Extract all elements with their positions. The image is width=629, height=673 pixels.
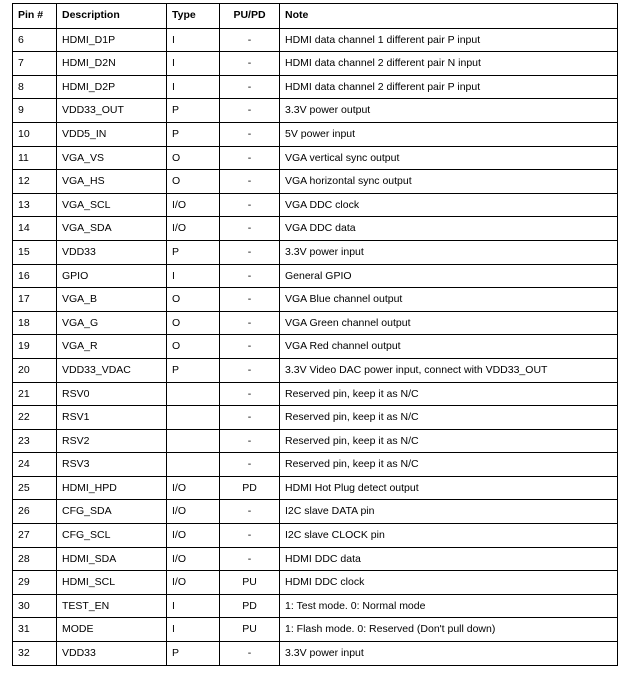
cell-description: HDMI_SCL (57, 571, 167, 595)
cell-pupd: PU (220, 571, 280, 595)
cell-pin: 31 (13, 618, 57, 642)
table-row (13, 547, 618, 571)
header-pin: Pin # (13, 4, 57, 29)
cell-note: Reserved pin, keep it as N/C (280, 429, 618, 453)
cell-pin: 16 (13, 264, 57, 288)
cell-type: I (167, 75, 220, 99)
table-row (13, 618, 618, 642)
table-row (13, 99, 618, 123)
table-row (13, 217, 618, 241)
table-row (13, 453, 618, 477)
cell-pupd: - (220, 524, 280, 548)
cell-note: HDMI data channel 1 different pair P input (280, 28, 618, 52)
cell-note: VGA vertical sync output (280, 146, 618, 170)
cell-type: I (167, 52, 220, 76)
cell-description: VGA_SCL (57, 193, 167, 217)
table-row (13, 594, 618, 618)
cell-type: O (167, 170, 220, 194)
cell-note: VGA DDC clock (280, 193, 618, 217)
cell-pin: 22 (13, 406, 57, 430)
cell-type (167, 406, 220, 430)
cell-description: VGA_HS (57, 170, 167, 194)
cell-type: P (167, 642, 220, 666)
cell-type: I (167, 594, 220, 618)
cell-pupd: - (220, 429, 280, 453)
cell-note: 3.3V power output (280, 99, 618, 123)
cell-note: VGA Green channel output (280, 311, 618, 335)
cell-note: Reserved pin, keep it as N/C (280, 453, 618, 477)
table-row (13, 75, 618, 99)
cell-pupd: PD (220, 594, 280, 618)
cell-type: I/O (167, 217, 220, 241)
cell-description: HDMI_D2N (57, 52, 167, 76)
cell-note: General GPIO (280, 264, 618, 288)
cell-note: VGA Blue channel output (280, 288, 618, 312)
cell-pin: 14 (13, 217, 57, 241)
cell-type: I/O (167, 547, 220, 571)
cell-pupd: - (220, 146, 280, 170)
cell-note: 3.3V power input (280, 240, 618, 264)
cell-description: VGA_B (57, 288, 167, 312)
cell-pin: 15 (13, 240, 57, 264)
table-row (13, 358, 618, 382)
cell-note: 3.3V power input (280, 642, 618, 666)
header-note: Note (280, 4, 618, 29)
header-row (13, 4, 618, 29)
cell-note: HDMI DDC clock (280, 571, 618, 595)
cell-type: I/O (167, 571, 220, 595)
table-row (13, 122, 618, 146)
table-row (13, 382, 618, 406)
cell-pupd: - (220, 500, 280, 524)
cell-note: Reserved pin, keep it as N/C (280, 382, 618, 406)
cell-pin: 28 (13, 547, 57, 571)
cell-pupd: - (220, 122, 280, 146)
cell-note: 5V power input (280, 122, 618, 146)
pin-table (12, 3, 618, 666)
cell-description: VDD33_OUT (57, 99, 167, 123)
cell-pupd: PU (220, 618, 280, 642)
cell-note: HDMI data channel 2 different pair N input (280, 52, 618, 76)
cell-pin: 12 (13, 170, 57, 194)
cell-pin: 32 (13, 642, 57, 666)
cell-type: I/O (167, 500, 220, 524)
table-row (13, 193, 618, 217)
header-type: Type (167, 4, 220, 29)
cell-type (167, 429, 220, 453)
cell-pin: 18 (13, 311, 57, 335)
cell-pin: 25 (13, 476, 57, 500)
cell-pin: 26 (13, 500, 57, 524)
cell-description: VGA_VS (57, 146, 167, 170)
cell-description: HDMI_D1P (57, 28, 167, 52)
cell-description: VGA_R (57, 335, 167, 359)
cell-note: Reserved pin, keep it as N/C (280, 406, 618, 430)
table-row (13, 264, 618, 288)
cell-pin: 19 (13, 335, 57, 359)
cell-pin: 21 (13, 382, 57, 406)
cell-pupd: - (220, 358, 280, 382)
cell-note: VGA Red channel output (280, 335, 618, 359)
cell-pin: 29 (13, 571, 57, 595)
cell-description: VDD33_VDAC (57, 358, 167, 382)
header-pupd: PU/PD (220, 4, 280, 29)
cell-description: HDMI_SDA (57, 547, 167, 571)
cell-note: HDMI DDC data (280, 547, 618, 571)
cell-pupd: - (220, 288, 280, 312)
cell-type: O (167, 288, 220, 312)
cell-type: I/O (167, 193, 220, 217)
table-row (13, 429, 618, 453)
table-row (13, 28, 618, 52)
cell-type (167, 453, 220, 477)
cell-pin: 17 (13, 288, 57, 312)
cell-type: O (167, 335, 220, 359)
cell-description: RSV1 (57, 406, 167, 430)
cell-pupd: - (220, 453, 280, 477)
cell-description: RSV2 (57, 429, 167, 453)
cell-pupd: - (220, 335, 280, 359)
cell-pin: 10 (13, 122, 57, 146)
cell-type: P (167, 240, 220, 264)
table-row (13, 500, 618, 524)
cell-pupd: - (220, 547, 280, 571)
cell-note: I2C slave CLOCK pin (280, 524, 618, 548)
table-row (13, 288, 618, 312)
cell-pin: 27 (13, 524, 57, 548)
cell-type: I (167, 618, 220, 642)
cell-pin: 30 (13, 594, 57, 618)
cell-description: VGA_SDA (57, 217, 167, 241)
cell-type: P (167, 99, 220, 123)
cell-pupd: - (220, 170, 280, 194)
cell-type: I/O (167, 524, 220, 548)
table-row (13, 52, 618, 76)
cell-description: RSV0 (57, 382, 167, 406)
cell-description: RSV3 (57, 453, 167, 477)
cell-description: GPIO (57, 264, 167, 288)
table-row (13, 406, 618, 430)
cell-type: I/O (167, 476, 220, 500)
cell-pin: 23 (13, 429, 57, 453)
cell-pin: 13 (13, 193, 57, 217)
cell-note: HDMI data channel 2 different pair P input (280, 75, 618, 99)
cell-description: CFG_SDA (57, 500, 167, 524)
cell-description: TEST_EN (57, 594, 167, 618)
cell-note: 3.3V Video DAC power input, connect with VDD33_OUT (280, 358, 618, 382)
cell-pupd: - (220, 99, 280, 123)
cell-description: CFG_SCL (57, 524, 167, 548)
cell-note: I2C slave DATA pin (280, 500, 618, 524)
cell-description: HDMI_HPD (57, 476, 167, 500)
table-row (13, 476, 618, 500)
cell-type (167, 382, 220, 406)
table-row (13, 571, 618, 595)
table-row (13, 642, 618, 666)
cell-pupd: - (220, 52, 280, 76)
cell-description: VDD33 (57, 240, 167, 264)
cell-note: 1: Flash mode. 0: Reserved (Don't pull down) (280, 618, 618, 642)
cell-type: O (167, 146, 220, 170)
cell-type: P (167, 358, 220, 382)
cell-description: MODE (57, 618, 167, 642)
table-row (13, 146, 618, 170)
cell-description: VGA_G (57, 311, 167, 335)
cell-pupd: - (220, 642, 280, 666)
cell-type: P (167, 122, 220, 146)
cell-pin: 9 (13, 99, 57, 123)
cell-pin: 6 (13, 28, 57, 52)
cell-pin: 8 (13, 75, 57, 99)
cell-pupd: - (220, 382, 280, 406)
table-row (13, 335, 618, 359)
cell-type: I (167, 264, 220, 288)
cell-description: VDD5_IN (57, 122, 167, 146)
cell-pin: 20 (13, 358, 57, 382)
cell-description: VDD33 (57, 642, 167, 666)
table-row (13, 524, 618, 548)
cell-type: O (167, 311, 220, 335)
table-row (13, 240, 618, 264)
header-description: Description (57, 4, 167, 29)
cell-pupd: - (220, 264, 280, 288)
cell-note: VGA DDC data (280, 217, 618, 241)
cell-pupd: - (220, 240, 280, 264)
cell-pin: 24 (13, 453, 57, 477)
table-row (13, 311, 618, 335)
cell-pupd: - (220, 311, 280, 335)
cell-note: 1: Test mode. 0: Normal mode (280, 594, 618, 618)
cell-pin: 7 (13, 52, 57, 76)
cell-type: I (167, 28, 220, 52)
cell-pupd: - (220, 193, 280, 217)
cell-pupd: - (220, 217, 280, 241)
cell-pin: 11 (13, 146, 57, 170)
cell-pupd: PD (220, 476, 280, 500)
cell-pupd: - (220, 28, 280, 52)
table-body (13, 28, 618, 665)
table-row (13, 170, 618, 194)
cell-note: VGA horizontal sync output (280, 170, 618, 194)
table-header (13, 4, 618, 29)
cell-pupd: - (220, 406, 280, 430)
cell-pupd: - (220, 75, 280, 99)
cell-description: HDMI_D2P (57, 75, 167, 99)
cell-note: HDMI Hot Plug detect output (280, 476, 618, 500)
